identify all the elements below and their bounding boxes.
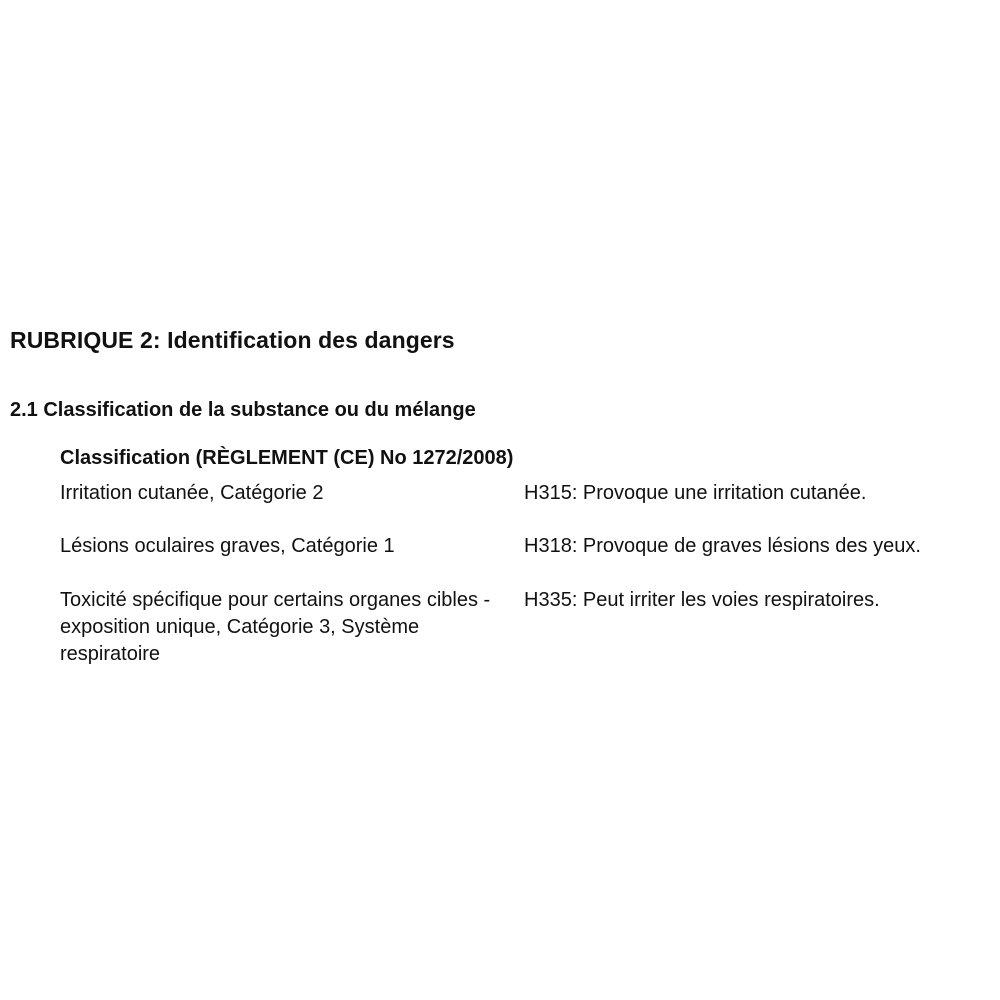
- hazard-class: Lésions oculaires graves, Catégorie 1: [60, 535, 395, 557]
- hazard-class: Irritation cutanée, Catégorie 2: [60, 482, 324, 504]
- hazard-class: Toxicité spécifique pour certains organes cibles - exposition unique, Catégorie 3, Système respiratoire: [60, 589, 491, 665]
- classification-heading: Classification (RÈGLEMENT (CE) No 1272/2008): [60, 447, 514, 469]
- hazard-statement: H318: Provoque de graves lésions des yeux.: [524, 535, 921, 557]
- hazard-statement: H335: Peut irriter les voies respiratoires.: [524, 589, 880, 611]
- subsection-title: 2.1 Classification de la substance ou du mélange: [10, 399, 476, 421]
- hazard-statement: H315: Provoque une irritation cutanée.: [524, 482, 867, 504]
- section-title: RUBRIQUE 2: Identification des dangers: [10, 327, 455, 353]
